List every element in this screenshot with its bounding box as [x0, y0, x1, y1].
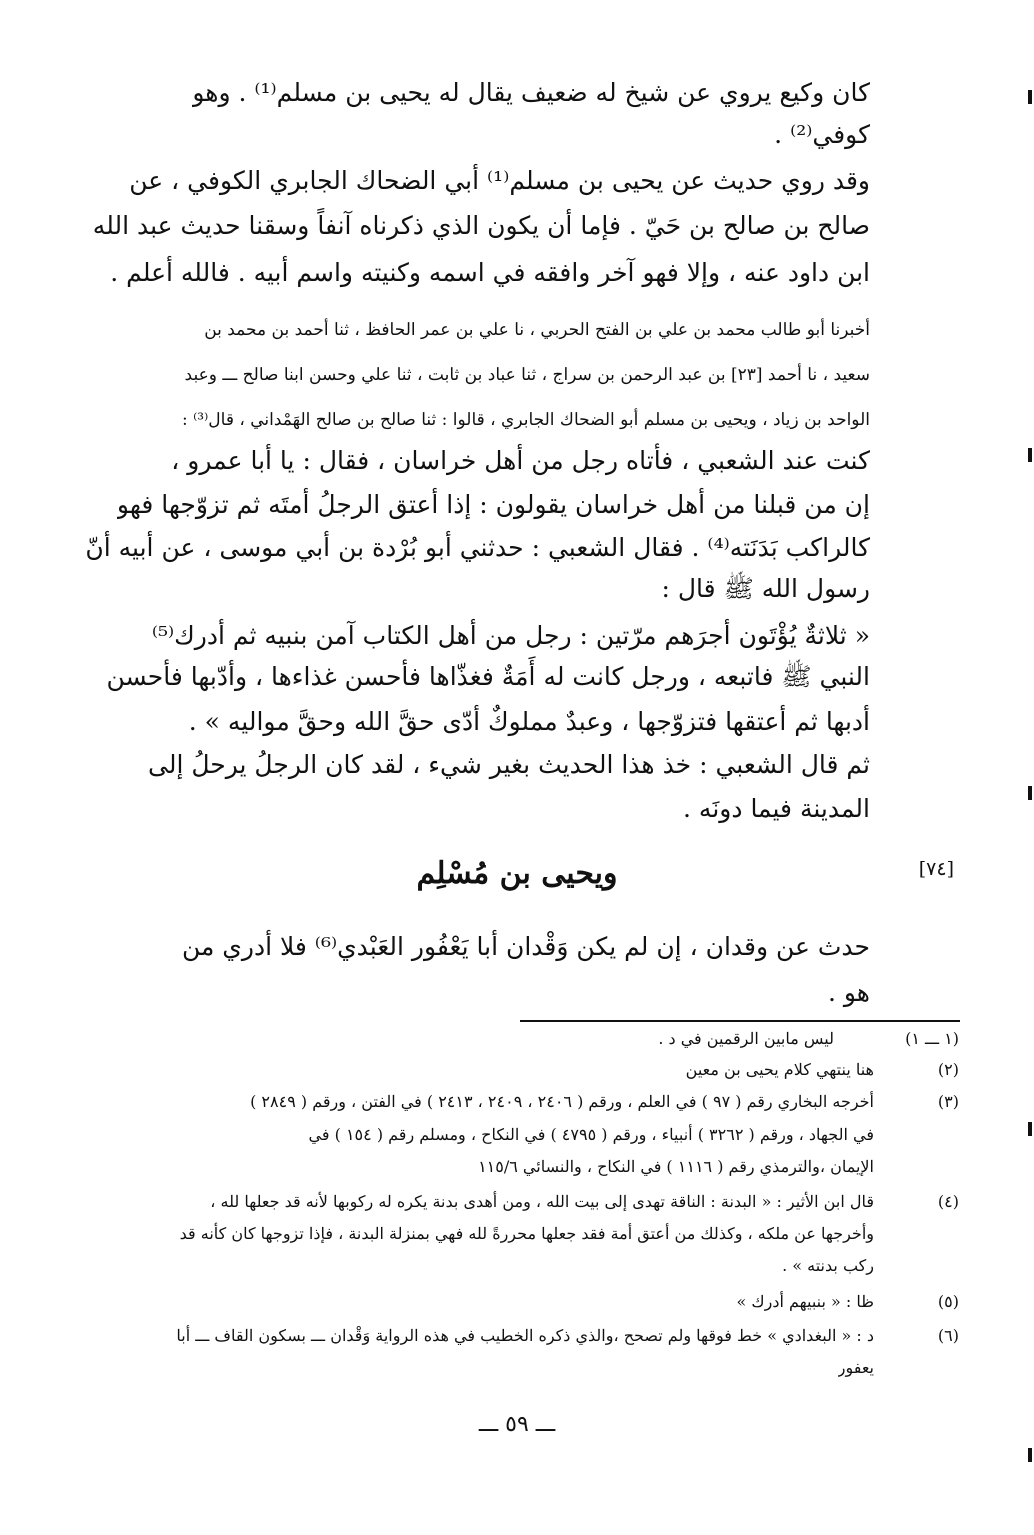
footnote-text: وأخرجها عن ملكه ، وكذلك من أعتق أمة فقد جعلها محررةً لله فهي بمنزلة البدنة ، فإذا تزوجها كان كأنه قد [179, 1224, 874, 1243]
entry-line-1: حدث عن وقدان ، إن لم يكن وَقْدان أبا يَعْفُور العَبْدي⁽⁶⁾ فلا أدري من [181, 932, 870, 961]
footnote-number: (١ ـــ ١) [905, 1029, 959, 1048]
footnote-text: ليس مابين الرقمين في د . [658, 1029, 834, 1048]
hadith-line-5: « ثلاثةٌ يُؤْتَون أجرَهم مرّتين : رجل من أهل الكتاب آمن بنبيه ثم أدرك⁽⁵⁾ [151, 621, 870, 650]
footnote-number: (٦) [937, 1326, 959, 1345]
main-line-1: كان وكيع يروي عن شيخ له ضعيف يقال له يحيى بن مسلم⁽¹⁾ . وهو [192, 78, 870, 107]
main-line-5: ابن داود عنه ، وإلا فهو آخر وافقه في اسمه وكنيته واسم أبيه . فالله أعلم . [110, 258, 870, 287]
hadith-line-4: رسول الله ﷺ قال : [661, 574, 870, 603]
footnote-number: (٢) [937, 1060, 959, 1079]
footnote-text: أخرجه البخاري رقم ( ٩٧ ) في العلم ، ورقم ( ٢٤٠٦ ، ٢٤٠٩ ، ٢٤١٣ ) في الفتن ، ورقم ( ٢٨٤٩ ) [250, 1092, 874, 1111]
footnote-text: الإيمان ،والترمذي رقم ( ١١١٦ ) في النكاح ، والنسائي ١١٥/٦ [478, 1157, 874, 1176]
entry-line-2: هو . [828, 978, 870, 1007]
isnad-line-3: الواحد بن زياد ، ويحيى بن مسلم أبو الضحاك الجابري ، قالوا : ثنا صالح بن صالح الهَمْداني ، قال⁽³⁾ : [181, 410, 870, 430]
footnote-number: (٣) [937, 1092, 959, 1111]
footnote-text: يعفور [837, 1358, 874, 1377]
footnote-text: في الجهاد ، ورقم ( ٣٢٦٢ ) أنبياء ، ورقم ( ٤٧٩٥ ) في النكاح ، ومسلم رقم ( ١٥٤ ) في [308, 1125, 874, 1144]
scan-mark [1028, 448, 1032, 462]
main-line-3: وقد روي حديث عن يحيى بن مسلم⁽¹⁾ أبي الضحاك الجابري الكوفي ، عن [129, 166, 870, 195]
scan-mark [1028, 1448, 1032, 1462]
hadith-line-9: المدينة فيما دونَه . [683, 794, 870, 823]
scan-mark [1028, 786, 1032, 800]
entry-number: [٧٤] [918, 858, 954, 880]
page-number: ـــ ٥٩ ـــ [478, 1412, 556, 1437]
isnad-line-2: سعيد ، نا أحمد [٢٣] بن عبد الرحمن بن سراج ، ثنا عباد بن ثابت ، ثنا علي وحسن ابنا صالح ـــ وعبد [184, 365, 870, 385]
hadith-line-6: النبي ﷺ فاتبعه ، ورجل كانت له أَمَةٌ فغذّاها فأحسن غذاءها ، وأدّبها فأحسن [106, 662, 870, 691]
scan-mark [1028, 90, 1032, 104]
hadith-line-3: كالراكب بَدَنَته⁽⁴⁾ . فقال الشعبي : حدثني أبو بُرْدة بن أبي موسى ، عن أبيه أنّ [85, 533, 870, 562]
isnad-line-1: أخبرنا أبو طالب محمد بن علي بن الفتح الحربي ، نا علي بن عمر الحافظ ، ثنا أحمد بن محمد بن [204, 320, 870, 340]
scan-mark [1028, 1122, 1032, 1136]
footnote-text: قال ابن الأثير : « البدنة : الناقة تهدى إلى بيت الله ، ومن أهدى بدنة يكره له ركوبها لأنه قد جعلها لله ، [210, 1192, 874, 1211]
entry-heading: ويحيى بن مُسْلِم [416, 856, 618, 891]
main-line-4: صالح بن صالح بن حَيّ . فإما أن يكون الذي ذكرناه آنفاً وسقنا حديث عبد الله [92, 211, 870, 240]
footnote-text: ركب بدنته » . [782, 1256, 874, 1275]
footnote-text: ظا : « بنبيهم أدرك » [736, 1292, 874, 1311]
footnote-number: (٥) [937, 1292, 959, 1311]
hadith-line-2: إن من قبلنا من أهل خراسان يقولون : إذا أعتق الرجلُ أمتَه ثم تزوّجها فهو [116, 490, 870, 519]
footnote-divider [520, 1020, 960, 1022]
footnote-number: (٤) [937, 1192, 959, 1211]
footnote-text: د : « البغدادي » خط فوقها ولم تصحح ،والذي ذكره الخطيب في هذه الرواية وَقْدان ـــ بسكون القاف ـــ أبا [176, 1326, 874, 1345]
hadith-line-1: كنت عند الشعبي ، فأتاه رجل من أهل خراسان ، فقال : يا أبا عمرو ، [171, 446, 870, 475]
hadith-line-7: أدبها ثم أعتقها فتزوّجها ، وعبدٌ مملوكٌ أدّى حقَّ الله وحقَّ مواليه » . [188, 707, 870, 736]
footnote-text: هنا ينتهي كلام يحيى بن معين [685, 1060, 874, 1079]
main-line-2: كوفي⁽²⁾ . [774, 120, 870, 149]
hadith-line-8: ثم قال الشعبي : خذ هذا الحديث بغير شيء ، لقد كان الرجلُ يرحلُ إلى [148, 750, 870, 779]
